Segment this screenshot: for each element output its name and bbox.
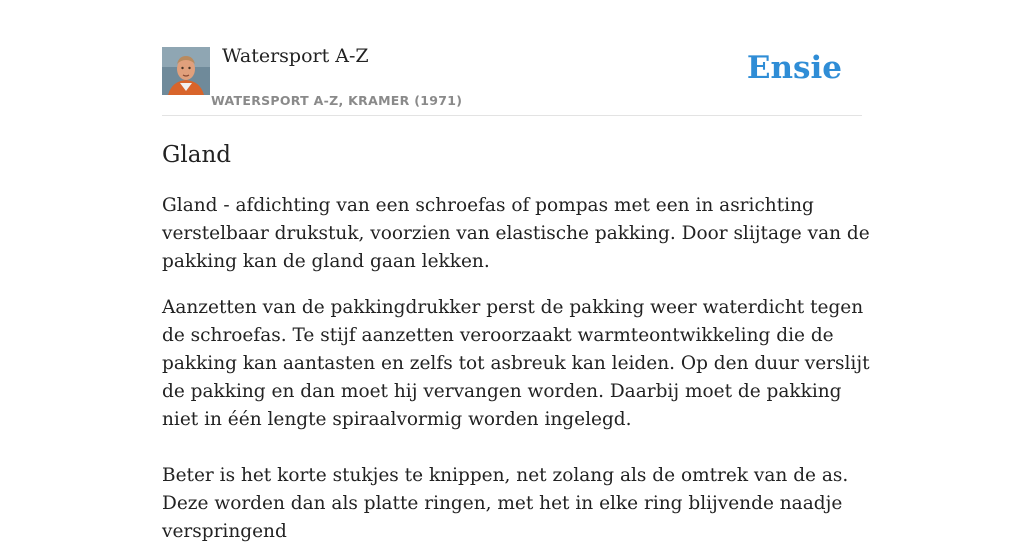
article-title: Gland xyxy=(162,142,231,168)
author-name[interactable]: Watersport A-Z xyxy=(222,45,369,67)
author-avatar[interactable] xyxy=(162,47,210,95)
paragraph: Gland - afdichting van een schroefas of pompas met een in asrichting verstelbaar drukstuk, voorzien van elastische pakking. Door slijtage van de pakking kan de gland gaan lekken. xyxy=(162,195,870,272)
entry-header xyxy=(162,0,862,116)
source-citation: WATERSPORT A-Z, KRAMER (1971) xyxy=(211,93,463,108)
article-content xyxy=(162,138,872,546)
paragraph: Aanzetten van de pakkingdrukker perst de pakking weer waterdicht tegen de schroefas. Te stijf aanzetten veroorzaakt warmteontwikkeling die de pakking kan aantasten en zelfs tot asbreuk kan leiden. Op den duur verslijt de pakking en dan moet hij vervangen worden. Daarbij moet de pakking niet in één lengte spiraalvormig worden ingelegd. Beter is het korte stukjes te knippen, net zolang als de omtrek van de as. Deze worden dan als platte ringen, met het in elke ring blijvende naadje verspringend xyxy=(162,297,870,542)
ensie-logo[interactable]: Ensie xyxy=(746,50,842,86)
person-photo-avatar-icon xyxy=(162,47,210,95)
